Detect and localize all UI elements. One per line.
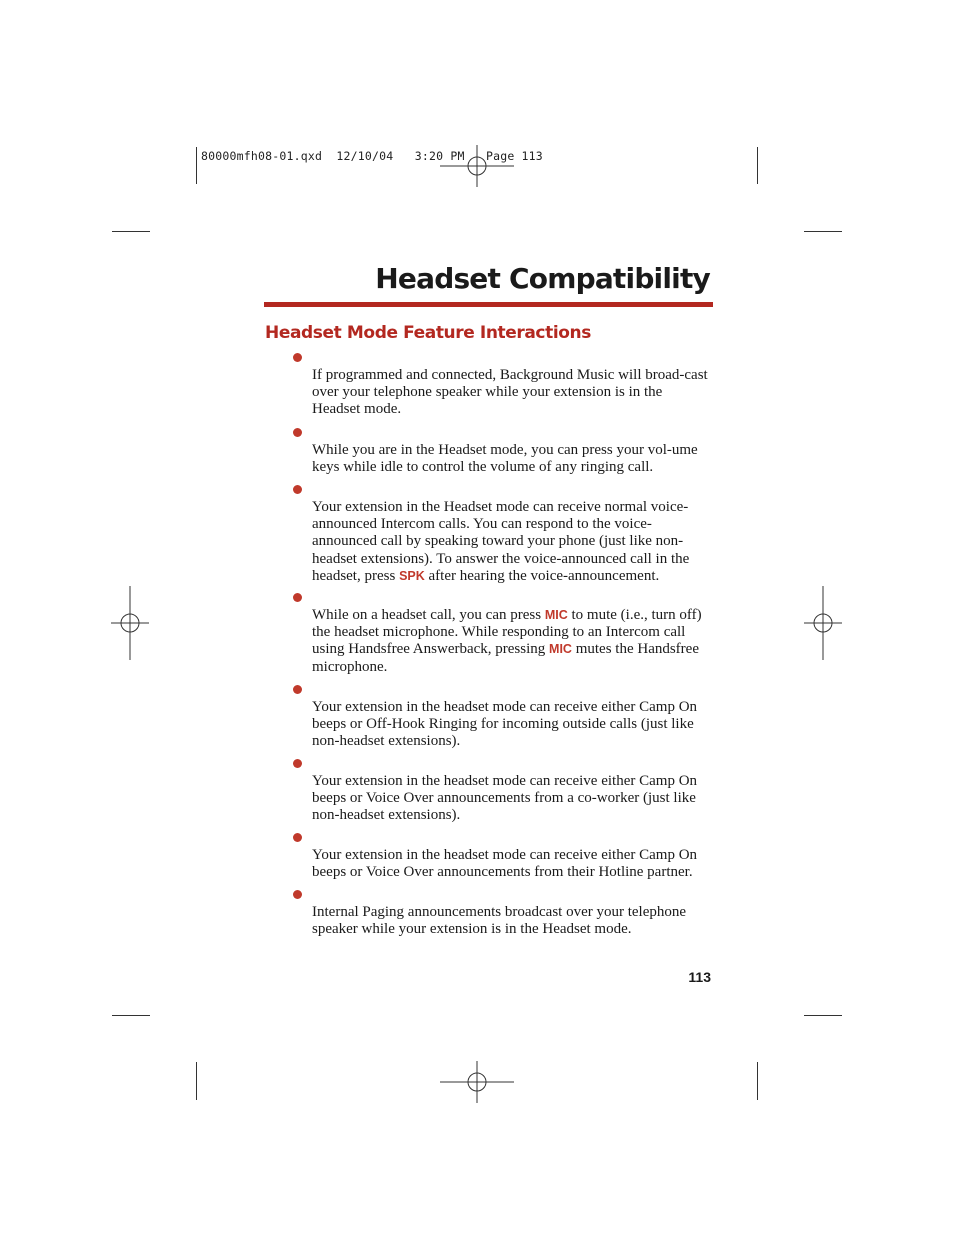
list-item-text: Your extension in the headset mode can receive either Camp On beeps or Off-Hook Ringing for incoming outside calls (just like non-headset extensions). [312,699,698,750]
list-item-text: Your extension in the headset mode can receive either Camp On beeps or Voice Over announcements from their Hotline partner. [312,847,698,881]
bullet-icon [293,353,302,362]
bullet-icon [293,428,302,437]
crop-mark-top-right-horizontal [804,231,842,232]
list-item-text: While on a headset call, you can press [312,607,545,623]
bullet-icon [293,485,302,494]
bullet-icon [293,685,302,694]
registration-mark-bottom-icon [466,1071,488,1093]
title-rule [264,302,713,307]
crop-mark-bottom-left-vertical [196,1062,197,1100]
spk-key-label: SPK [399,568,425,583]
crop-mark-bottom-right-vertical [757,1062,758,1100]
section-heading: Headset Mode Feature Interactions [265,323,591,343]
list-item-text: Your extension in the headset mode can receive either Camp On beeps or Voice Over announcements from a co-worker (just like non-headset extensions). [312,773,698,824]
bullet-icon [293,593,302,602]
list-item-text: mutes the Handsfree microphone. [312,641,699,675]
bullet-icon [293,890,302,899]
list-item-text: Your extension in the Headset mode can receive normal voice-announced Intercom calls. You can respond to the voice-announced call by speaking toward your phone (just like non-headset extensions). To answer the voice-announced call in the headset, press [312,499,690,584]
list-item [312,607,714,676]
crop-mark-bottom-left-horizontal [112,1015,150,1016]
list-item-text: to mute (i.e., turn off) the headset microphone. While responding to an Intercom call using Handsfree Answerback, pressing [312,607,702,658]
crop-mark-top-left-horizontal [112,231,150,232]
mic-key-label: MIC [549,642,572,657]
list-item-text: While you are in the Headset mode, you can press your vol-ume keys while idle to control the volume of any ringing call. [312,442,698,476]
bullet-icon [293,759,302,768]
list-item [312,499,714,585]
bullet-icon [293,833,302,842]
crop-mark-top-left-vertical [196,147,197,184]
crop-mark-top-right-vertical [757,147,758,184]
page-number: 113 [688,969,711,985]
page-title: Headset Compatibility [375,262,710,295]
mic-key-label: MIC [544,608,568,622]
registration-mark-right-icon [812,612,834,634]
list-item-text: If programmed and connected, Background Music will broad-cast over your telephone speaker while your extension is in the Headset mode. [312,367,708,418]
list-item-text: after hearing the voice-announcement. [424,567,660,584]
crop-mark-bottom-right-horizontal [804,1015,842,1016]
list-item-text: Internal Paging announcements broadcast over your telephone speaker while your extension is in the Headset mode. [312,904,687,938]
registration-mark-left-icon [119,612,141,634]
print-slug: 80000mfh08-01.qxd 12/10/04 3:20 PM Page 113 [201,149,543,163]
